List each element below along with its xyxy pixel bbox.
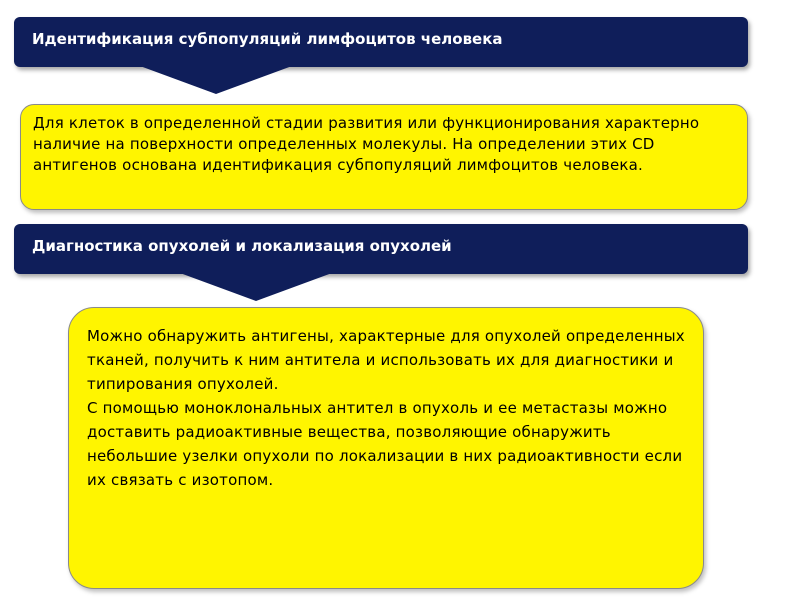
section2-header	[14, 224, 748, 274]
section2-paragraph-1: Можно обнаружить антигены, характерные для опухолей определенных тканей, получить к ним антитела и использовать их для диагностики и типирования опухолей.	[87, 327, 685, 393]
section1-header	[14, 17, 748, 67]
section2-text-box	[68, 307, 704, 589]
section2-arrow	[180, 273, 332, 301]
section1-text: Для клеток в определенной стадии развития или функционирования характерно наличие на поверхности определенных молекулы. На определении этих CD антигенов основана идентификация субпопуляций лимфоцитов человека.	[33, 114, 700, 174]
section1-arrow	[140, 66, 292, 94]
section2-paragraph-2: С помощью моноклональных антител в опухоль и ее метастазы можно доставить радиоактивные вещества, позволяющие обнаружить небольшие узелки опухоли по локализации в них радиоактивности если их связать с изотопом.	[87, 399, 683, 489]
section1-text-box	[20, 104, 748, 210]
section2-header-label: Диагностика опухолей и локализация опухолей	[32, 237, 452, 255]
section1-header-label: Идентификация субпопуляций лимфоцитов человека	[32, 30, 503, 48]
